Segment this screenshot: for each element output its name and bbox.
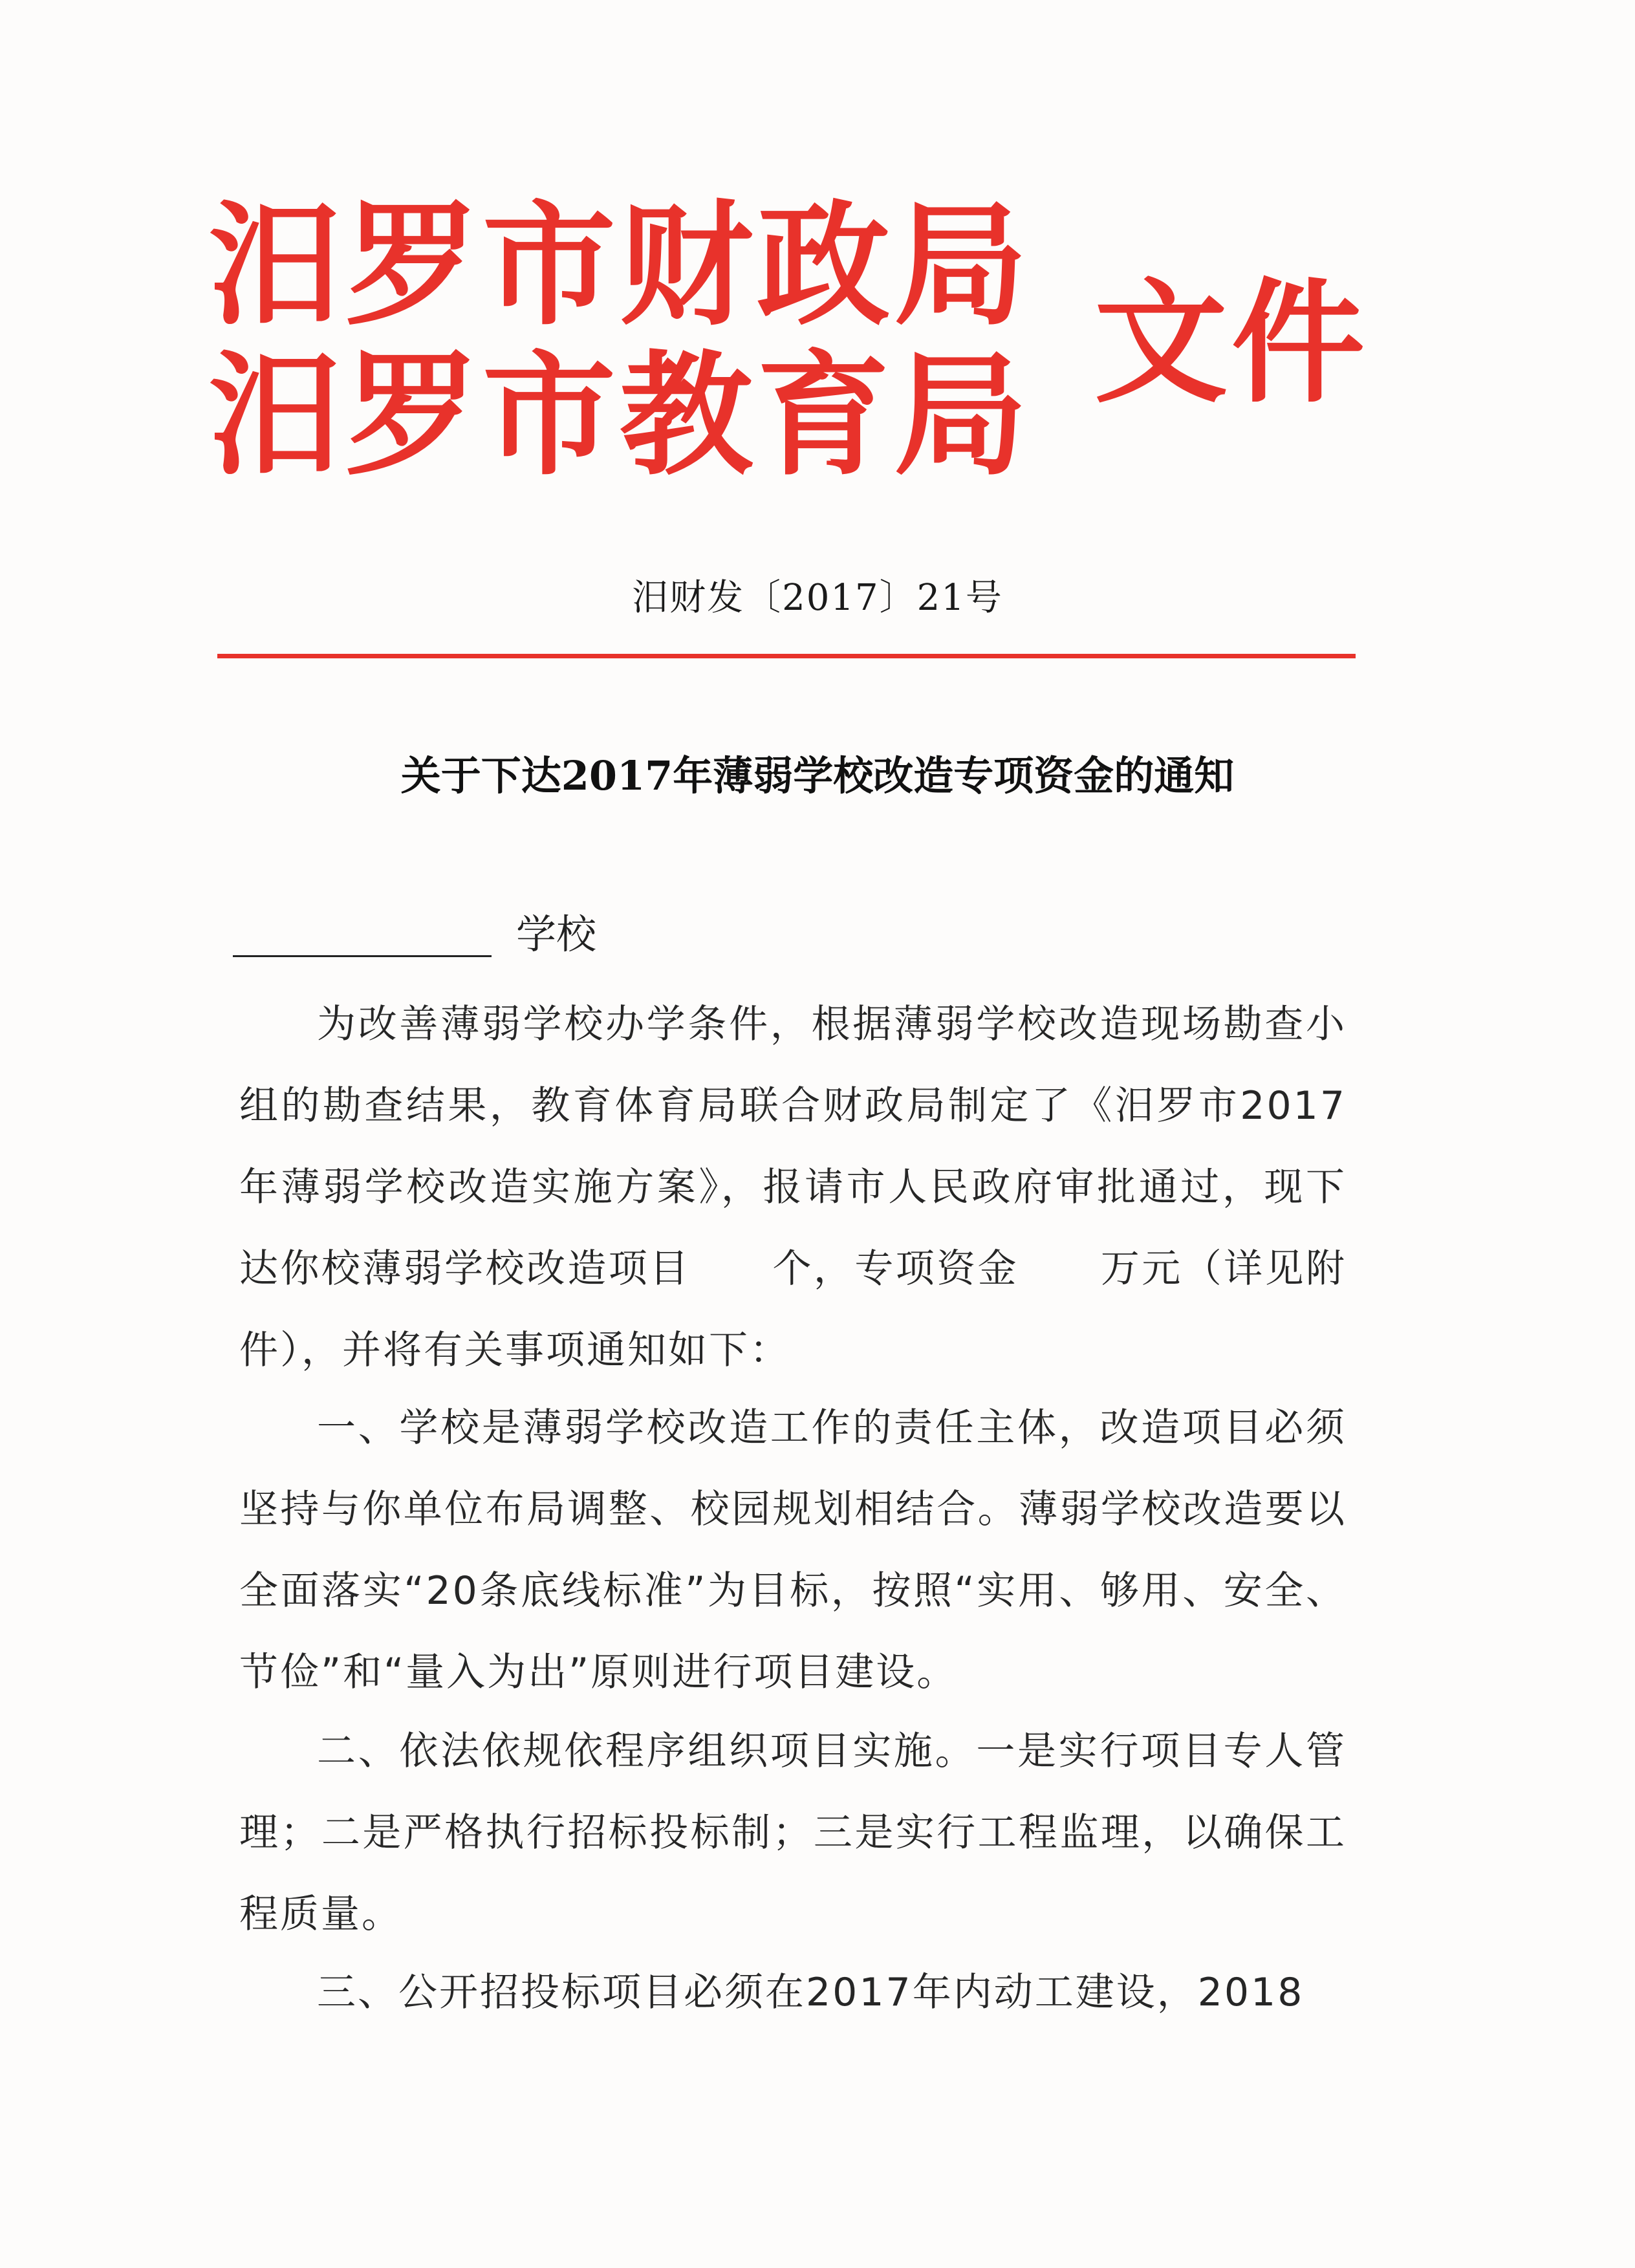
addressee bbox=[233, 909, 686, 960]
red-divider-line bbox=[217, 654, 1356, 658]
body-paragraph-item-3: 三、公开招投标项目必须在2017年内动工建设，2018 bbox=[317, 1970, 1305, 2015]
issuer-education-bureau: 汨罗市教育局 bbox=[208, 337, 1032, 493]
document-title: 关于下达2017年薄弱学校改造专项资金的通知 bbox=[400, 752, 1235, 799]
document-type-label: 文件 bbox=[1094, 265, 1369, 421]
document-number: 汨财发〔2017〕21号 bbox=[632, 577, 1003, 619]
issuer-finance-bureau: 汨罗市财政局 bbox=[208, 187, 1032, 343]
body-paragraph-item-2: 二、依法依规依程序组织项目实施。一是实行项目专人管理；二是严格执行招标投标制；三是实行工程监理，以确保工程质量。 bbox=[239, 1729, 1347, 1937]
body-paragraph-item-1: 一、学校是薄弱学校改造工作的责任主体，改造项目必须坚持与你单位布局调整、校园规划相结合。薄弱学校改造要以全面落实“20条底线标准”为目标，按照“实用、够用、安全、节俭”和“量入为出”原则进行项目建设。 bbox=[239, 1405, 1347, 1695]
addressee-label: 学校 bbox=[516, 911, 597, 958]
addressee-blank-line bbox=[233, 955, 492, 957]
body-paragraph-intro: 为改善薄弱学校办学条件，根据薄弱学校改造现场勘查小组的勘查结果，教育体育局联合财政局制定了《汨罗市2017年薄弱学校改造实施方案》，报请市人民政府审批通过，现下达你校薄弱学校改造项目 个，专项资金 万元（详见附件），并将有关事项通知如下： bbox=[239, 1002, 1347, 1373]
